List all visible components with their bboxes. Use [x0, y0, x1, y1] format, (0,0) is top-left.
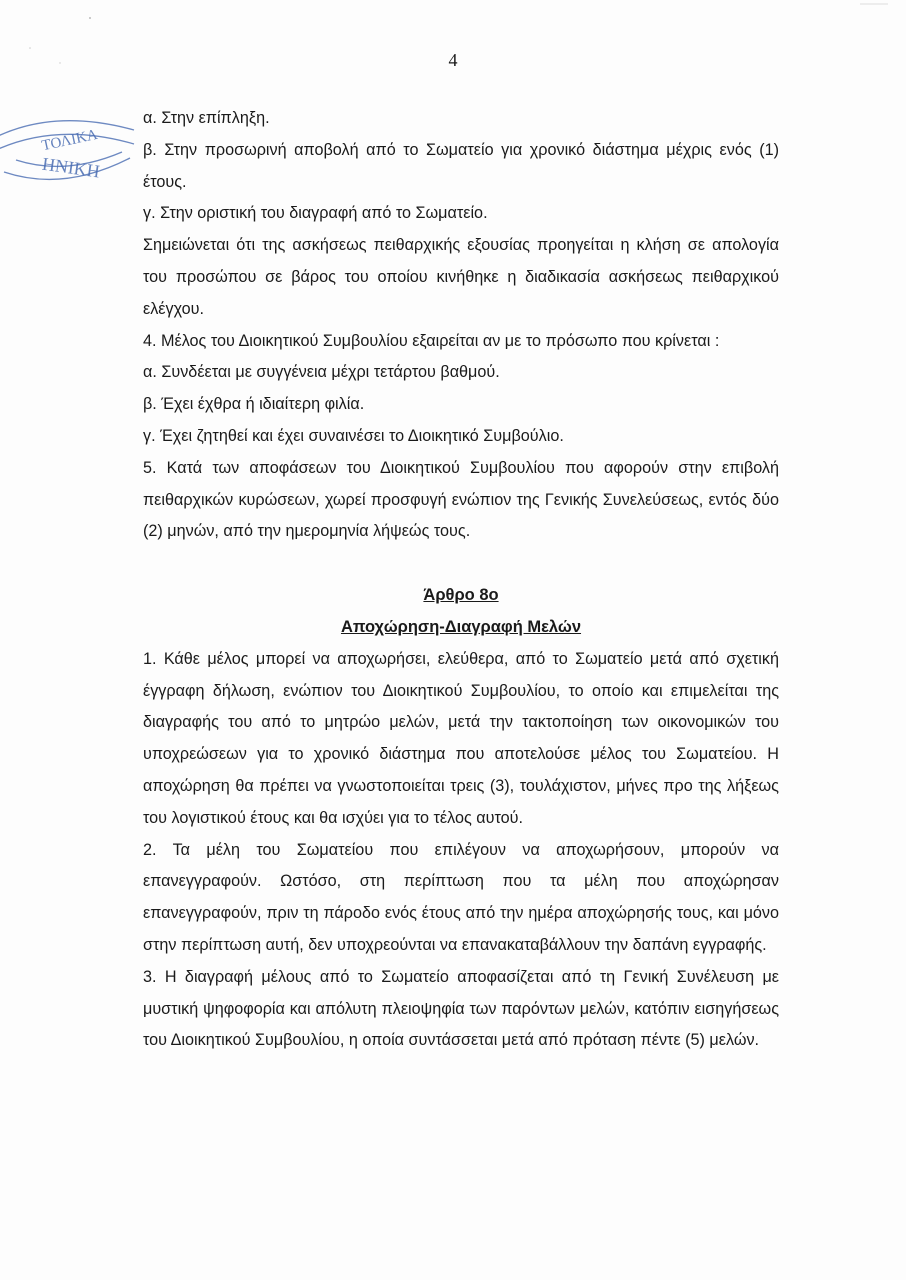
list-item: γ. Έχει ζητηθεί και έχει συναινέσει το Διοικητικό Συμβούλιο. — [143, 426, 564, 445]
paragraph: Σημειώνεται ότι της ασκήσεως πειθαρχικής εξουσίας προηγείται η κλήση σε απολογία του προσώπου σε βάρος του οποίου κινήθηκε η διαδικασία ασκήσεως πειθαρχικού ελέγχου. — [143, 236, 779, 318]
article-title: Αποχώρηση-Διαγραφή Μελών — [340, 617, 582, 636]
document-body — [143, 103, 779, 1057]
paragraph: 3. Η διαγραφή μέλους από το Σωματείο αποφασίζεται από τη Γενική Συνέλευση με μυστική ψηφοφορία και απόλυτη πλειοψηφία των παρόντων μελών, κατόπιν εισηγήσεως του Διοικητικού Συμβουλίου, η οποία συντάσσεται μετά από πρόταση πέντε (5) μελών. — [143, 967, 779, 1050]
circular-stamp-icon — [0, 100, 154, 190]
scan-artifact-icon — [858, 0, 898, 12]
paragraph: 2. Τα μέλη του Σωματείου που επιλέγουν να αποχωρήσουν, μπορούν να επανεγγραφούν. Ωστόσο, στη περίπτωση που τα μέλη που αποχώρησαν επανεγγραφούν, πριν τη πάροδο ενός έτους από την ημέρα αποχώρησής τους, και μόνο στην περίπτωση αυτή, δεν υποχρεούνται να επανακαταβάλλουν την δαπάνη εγγραφής. — [143, 840, 779, 954]
page-number: 4 — [448, 50, 458, 70]
section-spacer — [143, 548, 779, 580]
paragraph: 5. Κατά των αποφάσεων του Διοικητικού Συμβουλίου που αφορούν στην επιβολή πειθαρχικών κυρώσεων, χωρεί προσφυγή ενώπιον της Γενικής Συνελεύσεως, εντός δύο (2) μηνών, από την ημερομηνία λήψεώς τους. — [143, 458, 779, 541]
article-number: Άρθρο 8ο — [423, 586, 499, 605]
paragraph: 1. Κάθε μέλος μπορεί να αποχωρήσει, ελεύθερα, από το Σωματείο μετά από σχετική έγγραφη δήλωση, ενώπιον του Διοικητικού Συμβουλίου, το οποίο και επιμελείται της διαγραφής του από το μητρώο μελών, μετά την τακτοποίηση των οικονομικών του υποχρεώσεων για το χρονικό διάστημα που αποτελούσε μέλος του Σωματείου. Η αποχώρηση θα πρέπει να γνωστοποιείται τρεις (3), τουλάχιστον, μήνες προ της λήξεως του λογιστικού έτους και θα ισχύει για το τέλος αυτού. — [143, 649, 779, 827]
list-item: γ. Στην οριστική του διαγραφή από το Σωματείο. — [143, 204, 488, 223]
svg-text:ΗΝΙΚΗ: ΗΝΙΚΗ — [40, 153, 102, 182]
paragraph: 4. Μέλος του Διοικητικού Συμβουλίου εξαιρείται αν με το πρόσωπο που κρίνεται : — [143, 331, 720, 350]
list-item: β. Στην προσωρινή αποβολή από το Σωματείο για χρονικό διάστημα μέχρις ενός (1) έτους. — [143, 140, 779, 191]
list-item: α. Στην επίπληξη. — [143, 109, 270, 127]
svg-text:ΤΟΛΙΚΑ: ΤΟΛΙΚΑ — [40, 126, 100, 155]
list-item: α. Συνδέεται με συγγένεια μέχρι τετάρτου βαθμού. — [143, 363, 500, 382]
list-item: β. Έχει έχθρα ή ιδιαίτερη φιλία. — [143, 395, 365, 414]
